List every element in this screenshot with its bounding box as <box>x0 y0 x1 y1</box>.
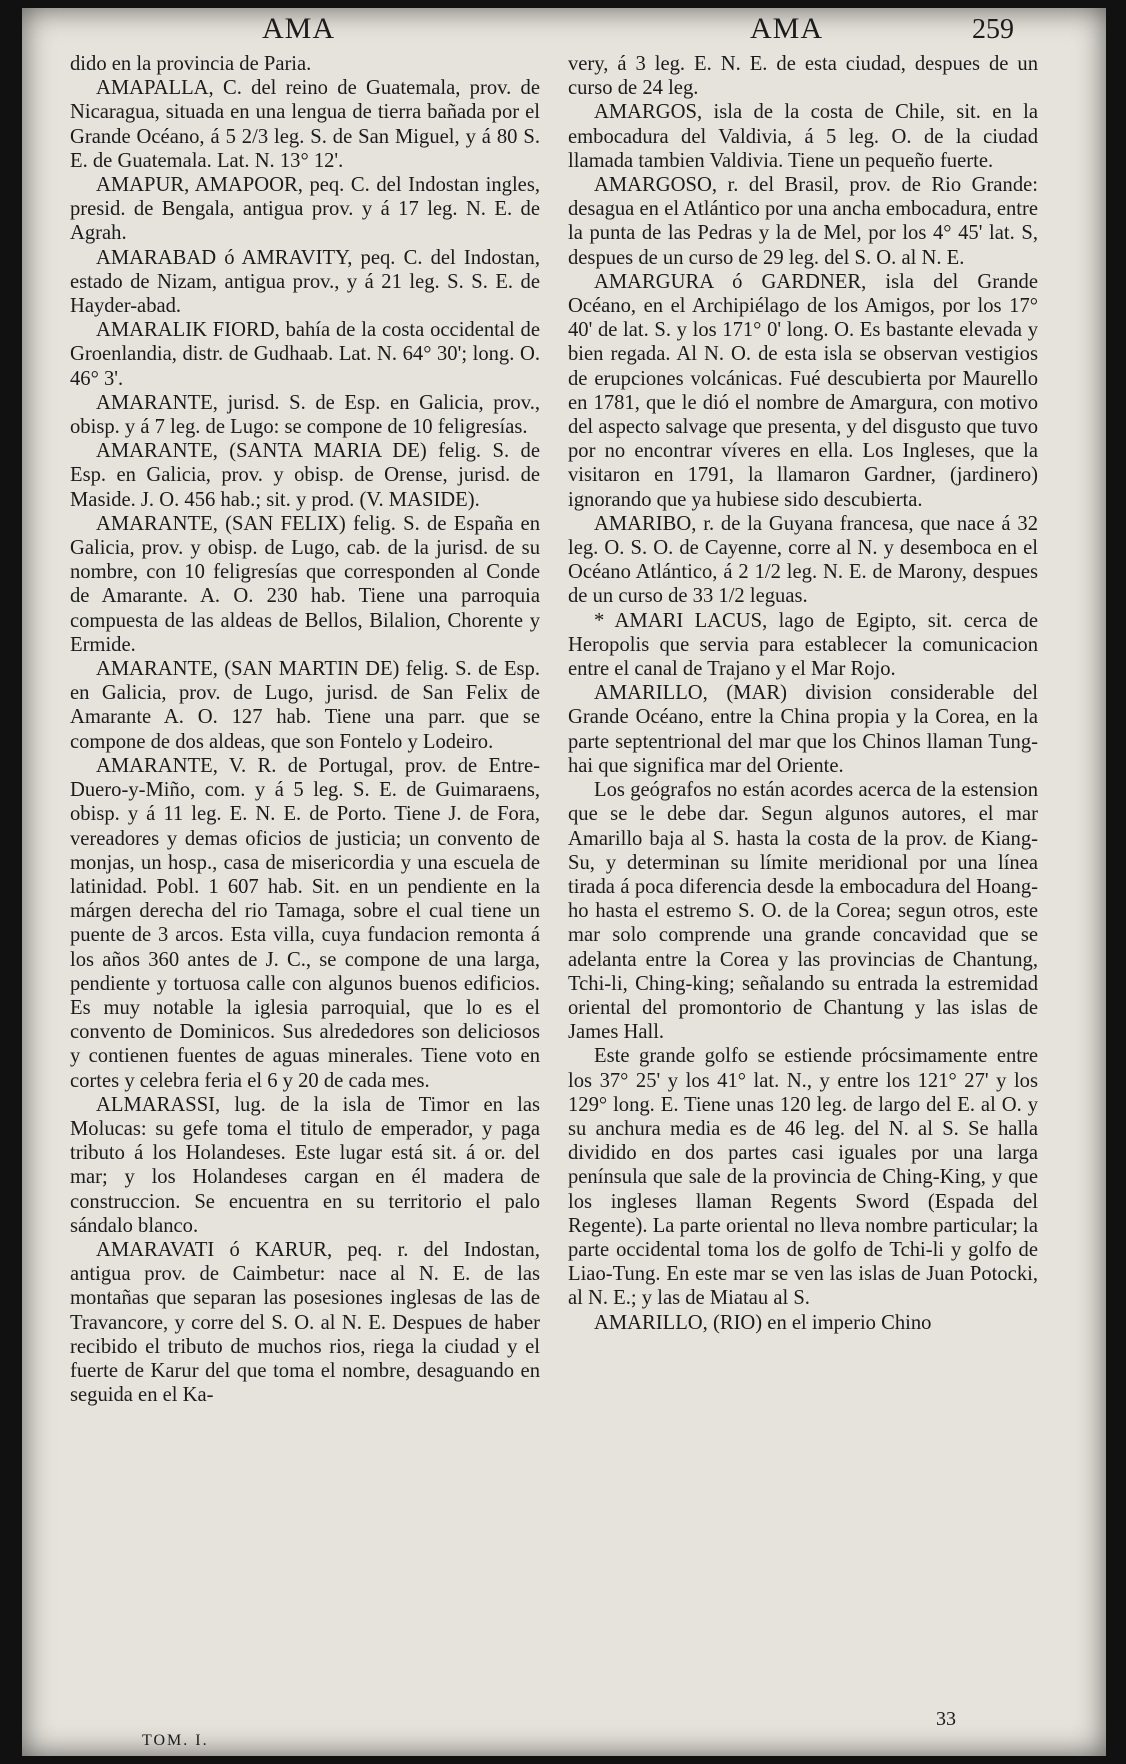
column-paragraph: AMARAVATI ó KARUR, peq. r. del Indostan, antigua prov. de Caimbetur: nace al N. E. de las montañas que separan las posesiones inglesas de las de Travancore, y corre del S. O. al N. E. Despues de haber recibido el tributo de muchos rios, riega la ciudad y el fuerte de Karur del que toma el nombre, desaguando en seguida en el Ka- <box>70 1238 540 1407</box>
column-paragraph: AMARILLO, (MAR) division considerable del Grande Océano, entre la China propia y la Corea, en la parte septentrional del mar que los Chinos llaman Tung-hai que significa mar del Oriente. <box>568 682 1038 777</box>
column-paragraph: AMARIBO, r. de la Guyana francesa, que nace á 32 leg. O. S. O. de Cayenne, corre al N. y desemboca en el Océano Atlántico, á 2 1/2 leg. N. E. de Marony, despues de un curso de 33 1/2 leguas. <box>568 512 1038 608</box>
column-paragraph: AMARANTE, jurisd. S. de Esp. en Galicia, prov., obisp. y á 7 leg. de Lugo: se compone de 10 feligresías. <box>70 391 540 439</box>
column-paragraph: AMAPALLA, C. del reino de Guatemala, prov. de Nicaragua, situada en una lengua de tierra bañada por el Grande Océano, á 5 2/3 leg. S. de San Miguel, y á 80 S. E. de Guatemala. Lat. N. 13° 12'. <box>70 77 540 172</box>
column-paragraph: AMARALIK FIORD, bahía de la costa occidental de Groenlandia, distr. de Gudhaab. Lat. N. 64° 30'; long. O. 46° 3'. <box>70 319 540 390</box>
column-paragraph: AMAPUR, AMAPOOR, peq. C. del Indostan ingles, presid. de Bengala, antigua prov. y á 17 leg. N. E. de Agrah. <box>70 174 540 245</box>
right-column <box>568 52 1038 1335</box>
column-paragraph: AMARGURA ó GARDNER, isla del Grande Océano, en el Archipiélago de los Amigos, por los 17° 40' de lat. S. y los 171° 0' long. O. Es bastante elevada y bien regada. Al N. O. de esta isla se observan vestigios de erupciones volcánicas. Fué descubierta por Maurello en 1781, que le dió el nombre de Amargura, con motivo del aspecto salvage que presenta, y del disgusto que tuvo por no encontrar víveres en ella. Los Ingleses, que la visitaron en 1791, la llamaron Gardner, (jardinero) ignorando que ya hubiese sido descubierta. <box>568 270 1038 511</box>
column-paragraph: AMARANTE, (SAN MARTIN DE) felig. S. de Esp. en Galicia, prov. de Lugo, jurisd. de San Felix de Amarante A. O. 127 hab. Tiene una parr. que se compone de dos aldeas, que son Fontelo y Lodeiro. <box>70 658 540 753</box>
signature-mark: 33 <box>936 1708 956 1730</box>
column-paragraph: AMARGOSO, r. del Brasil, prov. de Rio Grande: desagua en el Atlántico por una ancha embocadura, entre la punta de las Pedras y la de Mel, por los 4° 45' lat. S, despues de un curso de 29 leg. del S. O. al N. E. <box>568 174 1038 269</box>
document-page <box>22 8 1106 1756</box>
page-number: 259 <box>972 14 1014 45</box>
column-paragraph: AMARANTE, (SAN FELIX) felig. S. de España en Galicia, prov. y obisp. de Lugo, cab. de la jurisd. de su nombre, con 10 feligresías que corresponden al Conde de Amarante. A. O. 230 hab. Tiene una parroquia compuesta de las aldeas de Bellos, Bilalion, Chorente y Ermide. <box>70 512 540 656</box>
volume-mark: TOM. I. <box>142 1732 209 1749</box>
running-head-left: AMA <box>262 12 336 45</box>
column-paragraph: AMARABAD ó AMRAVITY, peq. C. del Indostan, estado de Nizam, antigua prov., y á 21 leg. S. S. E. de Hayder-abad. <box>70 246 540 318</box>
column-paragraph: AMARGOS, isla de la costa de Chile, sit. en la embocadura del Valdivia, á 5 leg. O. de la ciudad llamada tambien Valdivia. Tiene un pequeño fuerte. <box>568 101 1038 172</box>
column-paragraph: * AMARI LACUS, lago de Egipto, sit. cerca de Heropolis que servia para establecer la comunicacion entre el canal de Trajano y el Mar Rojo. <box>568 609 1038 681</box>
column-paragraph: dido en la provincia de Paria. <box>70 53 312 75</box>
column-paragraph: AMARILLO, (RIO) en el imperio Chino <box>594 1311 932 1334</box>
column-paragraph: Los geógrafos no están acordes acerca de la estension que se le debe dar. Segun algunos autores, el mar Amarillo baja al S. hasta la costa de la prov. de Kiang-Su, y determinan su límite meridional por una línea tirada á poca diferencia desde la embocadura del Hoang-ho hasta el estremo S. O. de la Corea; segun otros, este mar solo comprende una grande concavidad que se adelanta entre la Corea y las provincias de Chantung, Tchi-li, Ching-king; señalando su entrada la estremidad oriental del promontorio de Chantung y las islas de James Hall. <box>568 779 1038 1044</box>
column-paragraph: AMARANTE, V. R. de Portugal, prov. de Entre-Duero-y-Miño, com. y á 5 leg. S. E. de Guimaraens, obisp. y á 11 leg. E. N. E. de Porto. Tiene J. de Fora, vereadores y demas oficios de justicia; un convento de monjas, un hosp., casa de misericordia y una escuela de latinidad. Pobl. 1 607 hab. Sit. en un pendiente en la márgen derecha del rio Tamaga, sobre el cual tiene un puente de 3 arcos. Esta villa, cuya fundacion remonta á los años 360 antes de J. C., se compone de una larga, pendiente y tortuosa calle con algunos buenos edificios. Es muy notable la iglesia parroquial, que lo es el convento de Dominicos. Sus alrededores son deliciosos y contienen fuentes de aguas minerales. Tiene voto en cortes y celebra feria el 6 y 20 de cada mes. <box>70 754 540 1092</box>
column-paragraph: AMARANTE, (SANTA MARIA DE) felig. S. de Esp. en Galicia, prov. y obisp. de Orense, jurisd. de Maside. J. O. 456 hab.; sit. y prod. (V. MASIDE). <box>70 440 540 511</box>
running-head-right: AMA <box>750 12 824 45</box>
column-paragraph: very, á 3 leg. E. N. E. de esta ciudad, despues de un curso de 24 leg. <box>568 53 1038 100</box>
column-paragraph: ALMARASSI, lug. de la isla de Timor en las Molucas: su gefe toma el titulo de emperador, y paga tributo á los Holandeses. Este lugar está sit. á or. del mar; y los Holandeses cargan en él madera de construccion. Se encuentra en su territorio el palo sándalo blanco. <box>70 1093 540 1237</box>
left-column <box>70 52 540 1407</box>
column-paragraph: Este grande golfo se estiende prócsimamente entre los 37° 25' y los 41° lat. N., y entre los 121° 27' y los 129° long. E. Tiene unas 120 leg. de largo del E. al O. y su anchura media es de 46 leg. del N. al S. Se halla dividido en dos partes casi iguales por una larga península que sale de la provincia de Ching-King, y que los ingleses llaman Regents Sword (Espada del Regente). La parte oriental no lleva nombre particular; la parte occidental toma los de golfo de Tchi-li y golfo de Liao-Tung. En este mar se ven las islas de Juan Potocki, al N. E.; y las de Miatau al S. <box>568 1045 1038 1310</box>
